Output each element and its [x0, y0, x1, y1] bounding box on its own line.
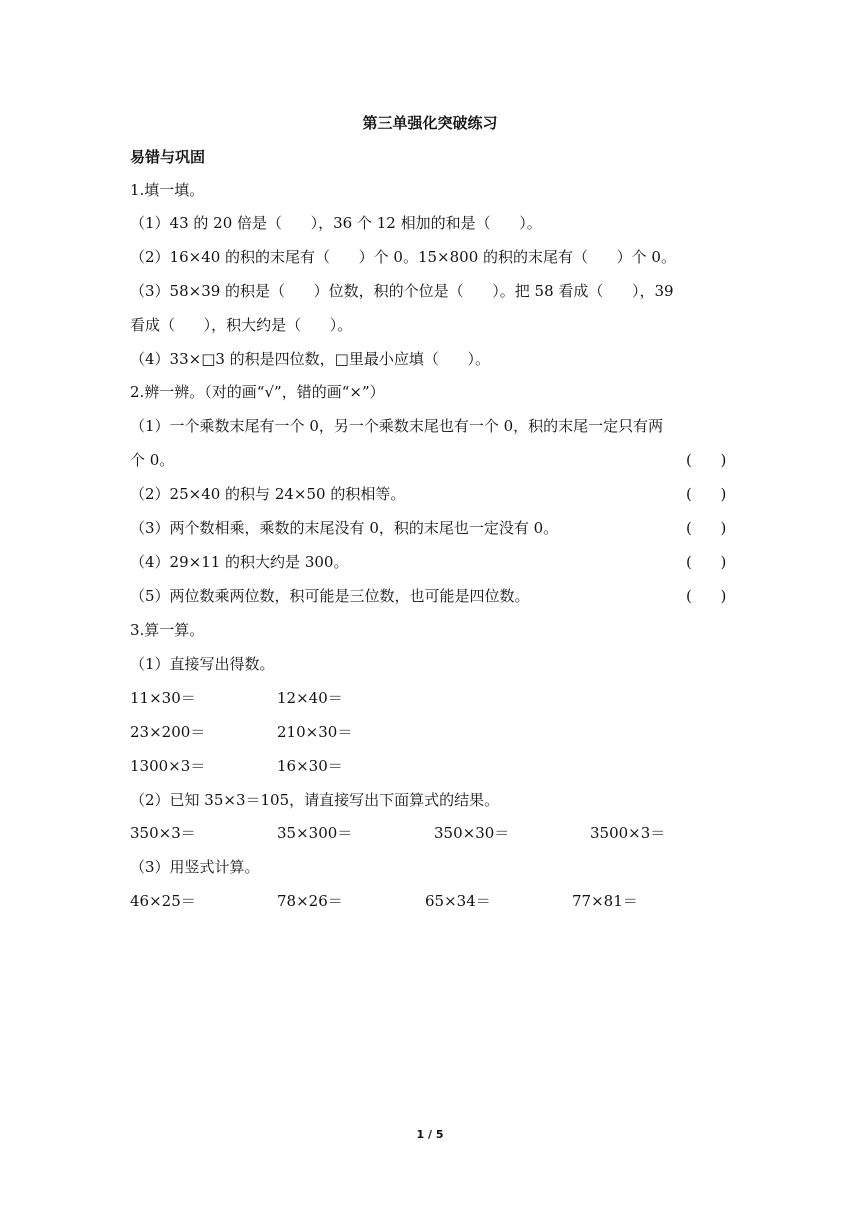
q2-item-1: （1）一个乘数末尾有一个 0，另一个乘数末尾也有一个 0，积的末尾一定只有两 [130, 417, 664, 435]
answer-paren: ( ) [686, 519, 727, 537]
q3-sub3: （3）用竖式计算。 [130, 858, 260, 876]
calc-item: 350×3＝ [130, 824, 196, 842]
q2-item-2: （2）25×40 的积与 24×50 的积相等。 [130, 485, 406, 503]
calc-item: 3500×3＝ [590, 824, 666, 842]
page-number: 1 / 5 [416, 1128, 444, 1141]
q2-item-5: （5）两位数乘两位数，积可能是三位数，也可能是四位数。 [130, 587, 530, 605]
calc-item: 210×30＝ [277, 723, 353, 741]
answer-paren: ( ) [686, 485, 727, 503]
calc-item: 23×200＝ [130, 723, 206, 741]
calc-item: 65×34＝ [425, 892, 491, 910]
calc-item: 78×26＝ [277, 892, 343, 910]
calc-item: 46×25＝ [130, 892, 196, 910]
q2-item-3: （3）两个数相乘，乘数的末尾没有 0，积的末尾也一定没有 0。 [130, 519, 559, 537]
q1-item-3: （3）58×39 的积是（ ）位数，积的个位是（ ）。把 58 看成（ ），39 [130, 282, 674, 300]
answer-paren: ( ) [686, 451, 727, 469]
calc-item: 77×81＝ [572, 892, 638, 910]
q1-item-4: （4）33×□3 的积是四位数，□里最小应填（ ）。 [130, 350, 490, 368]
q1-item-2: （2）16×40 的积的末尾有（ ）个 0。15×800 的积的末尾有（ ）个 0。 [130, 248, 676, 266]
answer-paren: ( ) [686, 587, 727, 605]
calc-item: 16×30＝ [277, 757, 343, 775]
calc-item: 1300×3＝ [130, 757, 206, 775]
q3-sub2: （2）已知 35×3＝105，请直接写出下面算式的结果。 [130, 791, 500, 809]
q3-heading: 3.算一算。 [130, 621, 205, 639]
calc-item: 350×30＝ [434, 824, 510, 842]
q3-sub1: （1）直接写出得数。 [130, 655, 275, 673]
calc-item: 11×30＝ [130, 689, 196, 707]
q2-item-4: （4）29×11 的积大约是 300。 [130, 553, 349, 571]
section-heading: 易错与巩固 [130, 148, 206, 166]
q2-item-1-cont: 个 0。 [130, 451, 175, 469]
q1-item-3-cont: 看成（ ），积大约是（ ）。 [130, 316, 353, 334]
q1-item-1: （1）43 的 20 倍是（ ），36 个 12 相加的和是（ ）。 [130, 214, 542, 232]
q2-heading: 2.辨一辨。（对的画“√”，错的画“×”） [130, 383, 385, 401]
calc-item: 12×40＝ [277, 689, 343, 707]
document-title: 第三单强化突破练习 [362, 114, 498, 132]
calc-item: 35×300＝ [277, 824, 353, 842]
q1-heading: 1.填一填。 [130, 181, 205, 199]
answer-paren: ( ) [686, 553, 727, 571]
